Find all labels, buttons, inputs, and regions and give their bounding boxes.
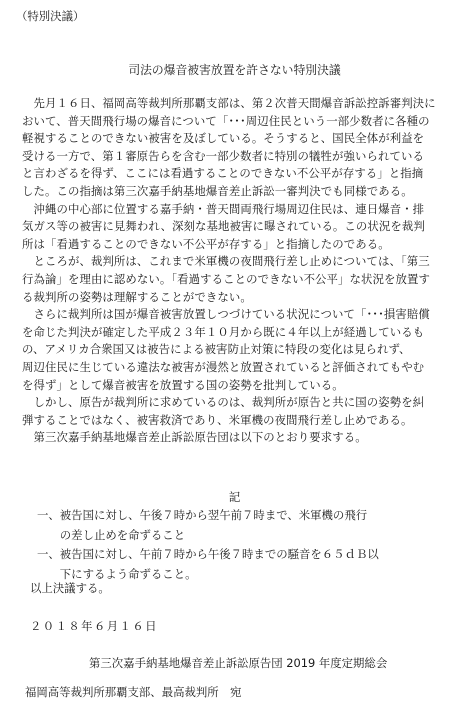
body-line: 沖縄の中心部に位置する嘉手納・普天間両飛行場周辺住民は、連日爆音・排 (22, 201, 425, 216)
body-line: しかし、原告が裁判所に求めているのは、裁判所が原告と共に国の姿勢を糾 (22, 395, 425, 410)
body-line: を命じた判決が確定した平成２３年１０月から既に４年以上が経過しているも (22, 324, 425, 339)
ki-heading: 記 (228, 490, 241, 504)
body-line: ところが、裁判所は、これまで米軍機の夜間飛行差し止めについては、「第三 (22, 254, 430, 269)
document-title: 司法の爆音被害放置を許さない特別決議 (128, 63, 341, 77)
body-line: さらに裁判所は国が爆音被害放置しつづけている状況について「･･･損害賠償 (22, 307, 430, 322)
addressee: 福岡高等裁判所那覇支部、最高裁判所 宛 (25, 685, 242, 699)
resolution-date: ２０１８年６月１６日 (30, 619, 158, 633)
demand-line: 一、被告国に対し、午前７時から午後７時までの騒音を６５ｄＢ以 (37, 547, 379, 562)
body-line: 軽視することのできない被害を及ぼしている。そうすると、国民全体が利益を (22, 131, 425, 146)
body-line: 弾することではなく、被害救済であり、米軍機の夜間飛行差し止めである。 (22, 412, 413, 427)
resolution-body (22, 95, 452, 447)
organization-name: 第三次嘉手納基地爆音差止訴訟原告団 2019 年度定期総会 (89, 656, 388, 670)
demand-line: 一、被告国に対し、午後７時から翌午前７時まで、米軍機の飛行 (37, 508, 368, 522)
body-line: した。この指摘は第三次嘉手納基地爆音差止訴訟一審判決でも同様である。 (22, 183, 413, 198)
body-line: 行為論」を理由に認めない。「看過することのできない不公平」な状況を放置す (22, 271, 430, 286)
demand-line: 下にするよう命ずること。 (37, 566, 197, 581)
body-line: と言わざるを得ず、ここには看過することのできない不公平が存する」と指摘 (22, 166, 424, 181)
demands-list (37, 506, 379, 584)
body-line: る裁判所の姿勢は理解することができない。 (22, 289, 252, 304)
resolution-label: （特別決議） (16, 9, 85, 23)
body-line: 第三次嘉手納基地爆音差止訴訟原告団は以下のとおり要求する。 (22, 430, 367, 445)
demand-line: の差し止めを命ずること (37, 527, 186, 542)
body-line: の、アメリカ合衆国又は被告による被害防止対策に特段の変化は見られず、 (22, 342, 411, 357)
body-line: を得ず」として爆音被害を放置する国の姿勢を批判している。 (22, 377, 344, 392)
body-line: 所は「看過することのできない不公平が存する」と指摘したのである。 (22, 236, 390, 251)
body-line: 先月１６日、福岡高等裁判所那覇支部は、第２次普天間爆音訴訟控訴審判決に (22, 96, 436, 110)
body-line: 気ガス等の被害に見舞われ、深刻な基地被害に曝されている。この状況を裁判 (22, 219, 425, 234)
body-line: 周辺住民に生じている違法な被害が漫然と放置されていると評価されてもやむ (22, 359, 425, 374)
body-line: おいて、普天間飛行場の爆音について「･･･周辺住民という一部少数者に各種の (22, 113, 430, 128)
closing-statement: 以上決議する。 (30, 581, 110, 595)
body-line: 受ける一方で、第１審原告らを含む一部少数者に特別の犠牲が強いられている (22, 148, 424, 163)
